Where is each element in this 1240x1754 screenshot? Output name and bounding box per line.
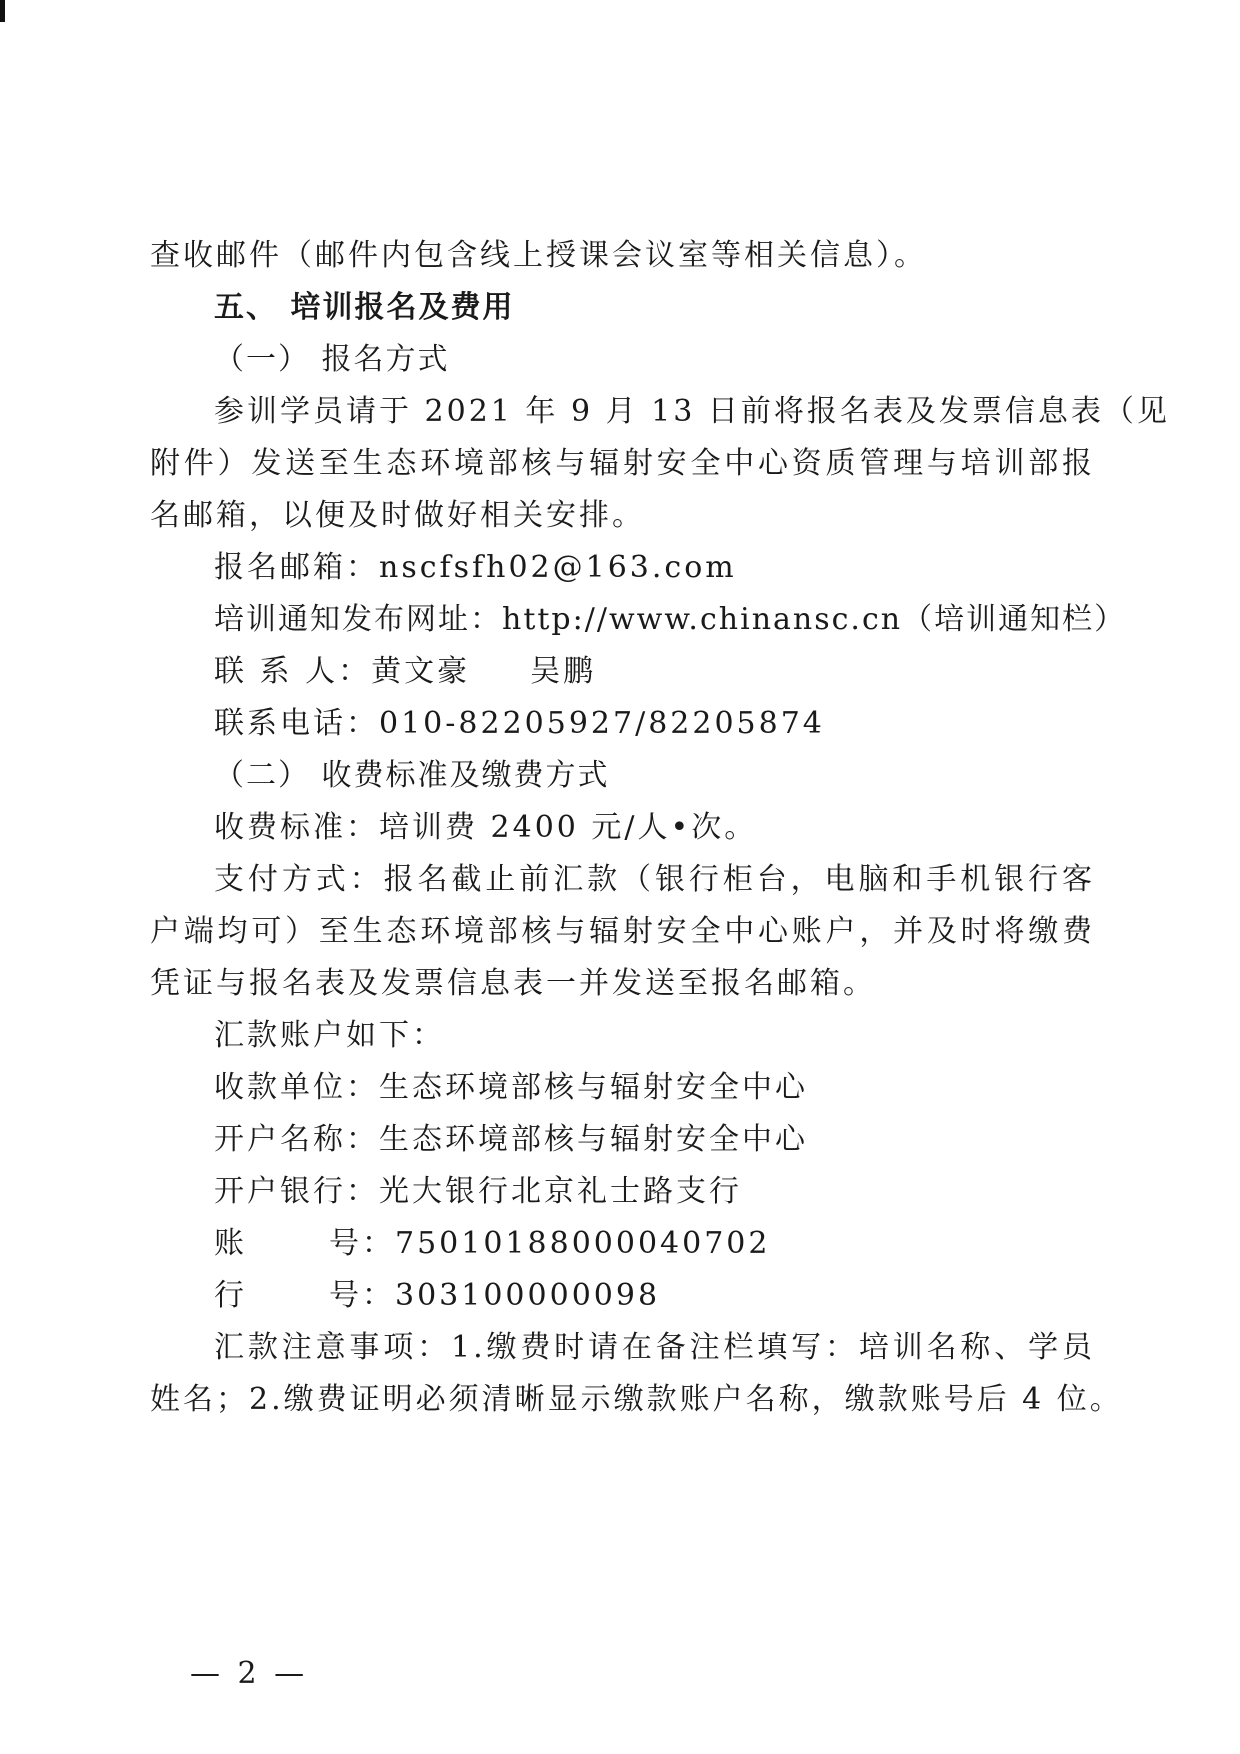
contact-person [214, 652, 596, 692]
sub-heading: （一） 报名方式 [214, 342, 450, 377]
contact-label: 联 系 人：黄文豪 [214, 654, 471, 689]
account-number-value: 号：75010188000040702 [329, 1226, 771, 1261]
section-heading: 五、 培训报名及费用 [214, 290, 515, 325]
body-line: 支付方式：报名截止前汇款（银行柜台，电脑和手机银行客 [214, 862, 1095, 897]
body-line: 名邮箱，以便及时做好相关安排。 [150, 498, 645, 533]
account-name: 开户名称：生态环境部核与辐射安全中心 [214, 1122, 808, 1157]
scan-corner-mark [0, 0, 5, 22]
bank-name: 开户银行：光大银行北京礼士路支行 [214, 1174, 742, 1209]
contact-second: 吴鹏 [530, 654, 597, 689]
body-line: 查收邮件（邮件内包含线上授课会议室等相关信息）。 [150, 238, 927, 273]
body-line: 附件）发送至生态环境部核与辐射安全中心资质管理与培训部报 [150, 446, 1095, 481]
page-number: — 2 — [190, 1656, 309, 1691]
account-intro: 汇款账户如下： [214, 1018, 445, 1053]
fee-standard: 收费标准：培训费 2400 元/人•次。 [214, 810, 758, 845]
bank-number [214, 1276, 660, 1316]
payee: 收款单位：生态环境部核与辐射安全中心 [214, 1070, 808, 1105]
registration-email: 报名邮箱：nscfsfh02@163.com [214, 550, 737, 585]
bank-number-label: 行 [214, 1278, 247, 1313]
body-line: 参训学员请于 2021 年 9 月 13 日前将报名表及发票信息表（见 [214, 394, 1170, 429]
account-number [214, 1224, 770, 1264]
sub-heading: （二） 收费标准及缴费方式 [214, 758, 610, 793]
body-line: 户端均可）至生态环境部核与辐射安全中心账户，并及时将缴费 [150, 914, 1095, 949]
contact-phone: 联系电话：010-82205927/82205874 [214, 706, 825, 741]
body-line: 姓名；2.缴费证明必须清晰显示缴款账户名称，缴款账号后 4 位。 [150, 1382, 1123, 1417]
account-number-label: 账 [214, 1226, 247, 1261]
notice-website: 培训通知发布网址：http://www.chinansc.cn（培训通知栏） [214, 602, 1127, 637]
bank-number-value: 号：303100000098 [329, 1278, 661, 1313]
body-line: 凭证与报名表及发票信息表一并发送至报名邮箱。 [150, 966, 876, 1001]
body-line: 汇款注意事项：1.缴费时请在备注栏填写：培训名称、学员 [214, 1330, 1095, 1365]
